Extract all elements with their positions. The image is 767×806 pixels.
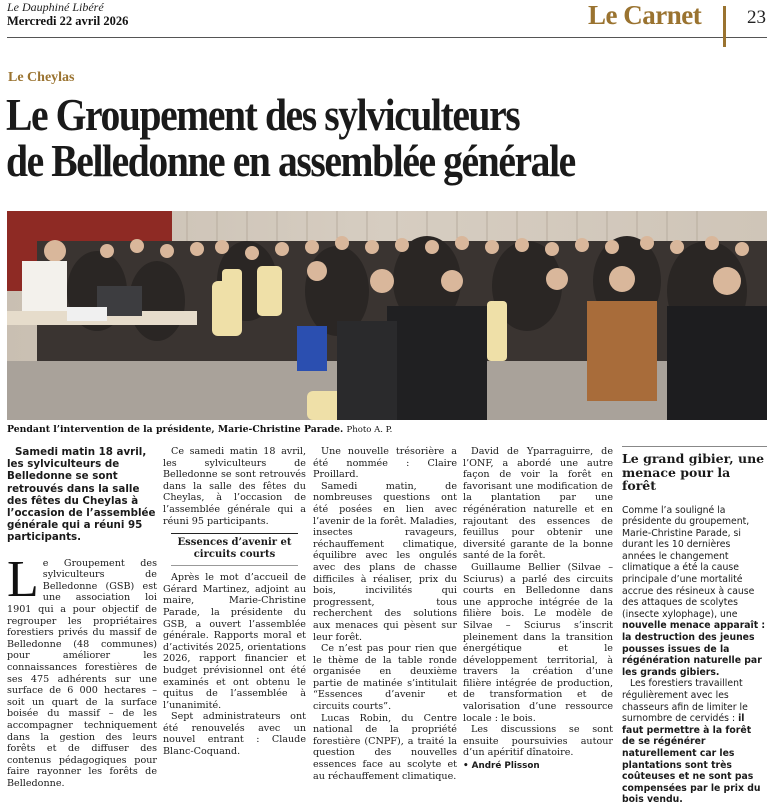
article-paragraph: Les discussions se sont ensuite poursuivies autour d’un apéritif dînatoire. — [463, 724, 613, 759]
photo-illustration — [7, 211, 767, 420]
page-number: 23 — [747, 7, 766, 28]
article-paragraph: Guillaume Bellier (Silvae – Sciurus) a parlé des circuits courts en Belledonne dans une approche intégrée de la filière bois. Le modèle de Silvae – Sciurus s’inscrit pleinement dans la transition énergétique et le développement territorial, à travers la création d’une filière intégrée de production, de transformation et de valorisation d’une ressource locale : le bois. — [463, 561, 613, 724]
caption-text: Pendant l’intervention de la présidente, Marie-Christine Parade. — [7, 424, 344, 435]
paragraph-text: Comme l’a souligné la présidente du groupement, Marie-Christine Parade, si durant les 10 dernières années le changement climatique a été la cause principale d’une mortalité accrue des résineux à cause des attaques de scolytes (insecte xylophage), une — [622, 504, 755, 620]
article-column-2 — [163, 446, 306, 758]
article-paragraph: Samedi matin, de nombreuses questions ont été posées en lien avec l’avenir de la forêt. Maladies, insectes ravageurs, réchauffement climatique, équilibre avec les ongulés avec des plans de chasse difficiles à réaliser, prix du bois, incivilités qui progressent, tous recherchent des solutions aux menaces qui pèsent sur leur forêt. — [313, 480, 457, 643]
headline-line-2: de Belledonne en assemblée générale — [6, 136, 575, 186]
paragraph-text: Les forestiers travaillent régulièrement avec les chasseurs afin de limiter le surnombre de cervidés : — [622, 678, 748, 725]
article-paragraph: Ce samedi matin 18 avril, les sylviculteurs de Belledonne se sont retrouvés dans la salle des fêtes du Cheylas, à l’occasion de l’assemblée générale qui a réuni 95 participants. — [163, 446, 306, 527]
article-column-4 — [463, 446, 613, 773]
article-paragraph: Ce n’est pas pour rien que le thème de la table ronde organisée en deuxième partie de matinée s’intitulait “Essences d’avenir et circuits courts”. — [313, 643, 457, 713]
drop-cap: L — [7, 550, 39, 608]
article-subhead: Essences d’avenir et circuits courts — [171, 533, 298, 566]
photo-credit: Photo A. P. — [346, 425, 393, 435]
article-column-3 — [313, 446, 457, 782]
article-paragraph: Sept administrateurs ont été renouvelés avec un nouvel entrant : Claude Blanc-Coquand. — [163, 711, 306, 758]
article-paragraph: Après le mot d’accueil de Gérard Martinez, adjoint au maire, Marie-Christine Parade, la présidente du GSB, a ouvert l’assemblée générale. Rapports moral et d’activités 2025, orientations 2026, rapport financier et budget prévisionnel ont été examinés et ont obtenu le quitus de l’assemblée à l’unanimité. — [163, 572, 306, 711]
section-title: Le Carnet — [588, 0, 702, 30]
article-paragraph: David de Yparraguirre, de l’ONF, a abordé une autre façon de voir la forêt en favorisant une modification de la plantation par une régénération naturelle et en rajoutant des essences de feuillus pour obtenir une diversité garante de la bonne santé de la forêt. — [463, 446, 613, 562]
paragraph-text-bold: il faut permettre à la forêt de se régénérer naturellement car les plantations sont très coûteuses et ne sont pas compensées par le prix du bois vendu. — [622, 713, 761, 806]
article-paragraph: Une nouvelle trésorière a été nommée : Claire Proillard. — [313, 446, 457, 481]
section-divider — [723, 6, 726, 47]
issue-date: Mercredi 22 avril 2026 — [7, 14, 129, 28]
sidebar-paragraph — [622, 505, 767, 679]
article-lead: Samedi matin 18 avril, les sylviculteurs de Belledonne se sont retrouvés dans la salle des fêtes du Cheylas à l’occasion de l’assemblée générale qui a réuni 95 participants. — [7, 446, 156, 544]
sidebar-box — [622, 446, 767, 806]
newspaper-name: Le Dauphiné Libéré — [7, 0, 104, 14]
headline-line-1: Le Groupement des sylviculteurs — [6, 90, 520, 140]
photo-caption — [7, 424, 392, 435]
sidebar-title: Le grand gibier, une menace pour la forêt — [622, 446, 767, 493]
article-paragraph: Lucas Robin, du Centre national de la propriété forestière (CNPF), a traité la question des nouvelles essences face au scolyte et au réchauffement climatique. — [313, 712, 457, 782]
paragraph-text-bold: nouvelle menace apparaît : la destruction des jeunes pousses issues de la régénération naturelle par les grands gibiers. — [622, 620, 766, 678]
sidebar-paragraph — [622, 678, 767, 806]
article-kicker: Le Cheylas — [8, 70, 75, 85]
paragraph-text: e Groupement des sylviculteurs de Belledonne (GSB) est une association loi 1901 qui a pour objectif de regrouper les propriétaires forestiers privés du massif de Belledonne (48 communes) pour améliorer les connaissances forestières de ses 475 adhérents sur une surface de 6 000 hectares – soit un quart de la surface boisée du massif – de les accompagner techniquement dans la gestion des leurs forêts et de diffuser des contenus pédagogiques pour faire rayonner les forêts de Belledonne. — [7, 557, 157, 789]
masthead — [0, 0, 767, 48]
author-signature: • André Plisson — [463, 761, 540, 772]
article-photo — [7, 211, 767, 420]
article-paragraph — [7, 550, 157, 790]
article-column-1 — [7, 446, 157, 790]
header-rule — [7, 37, 767, 38]
article-headline — [6, 92, 675, 184]
